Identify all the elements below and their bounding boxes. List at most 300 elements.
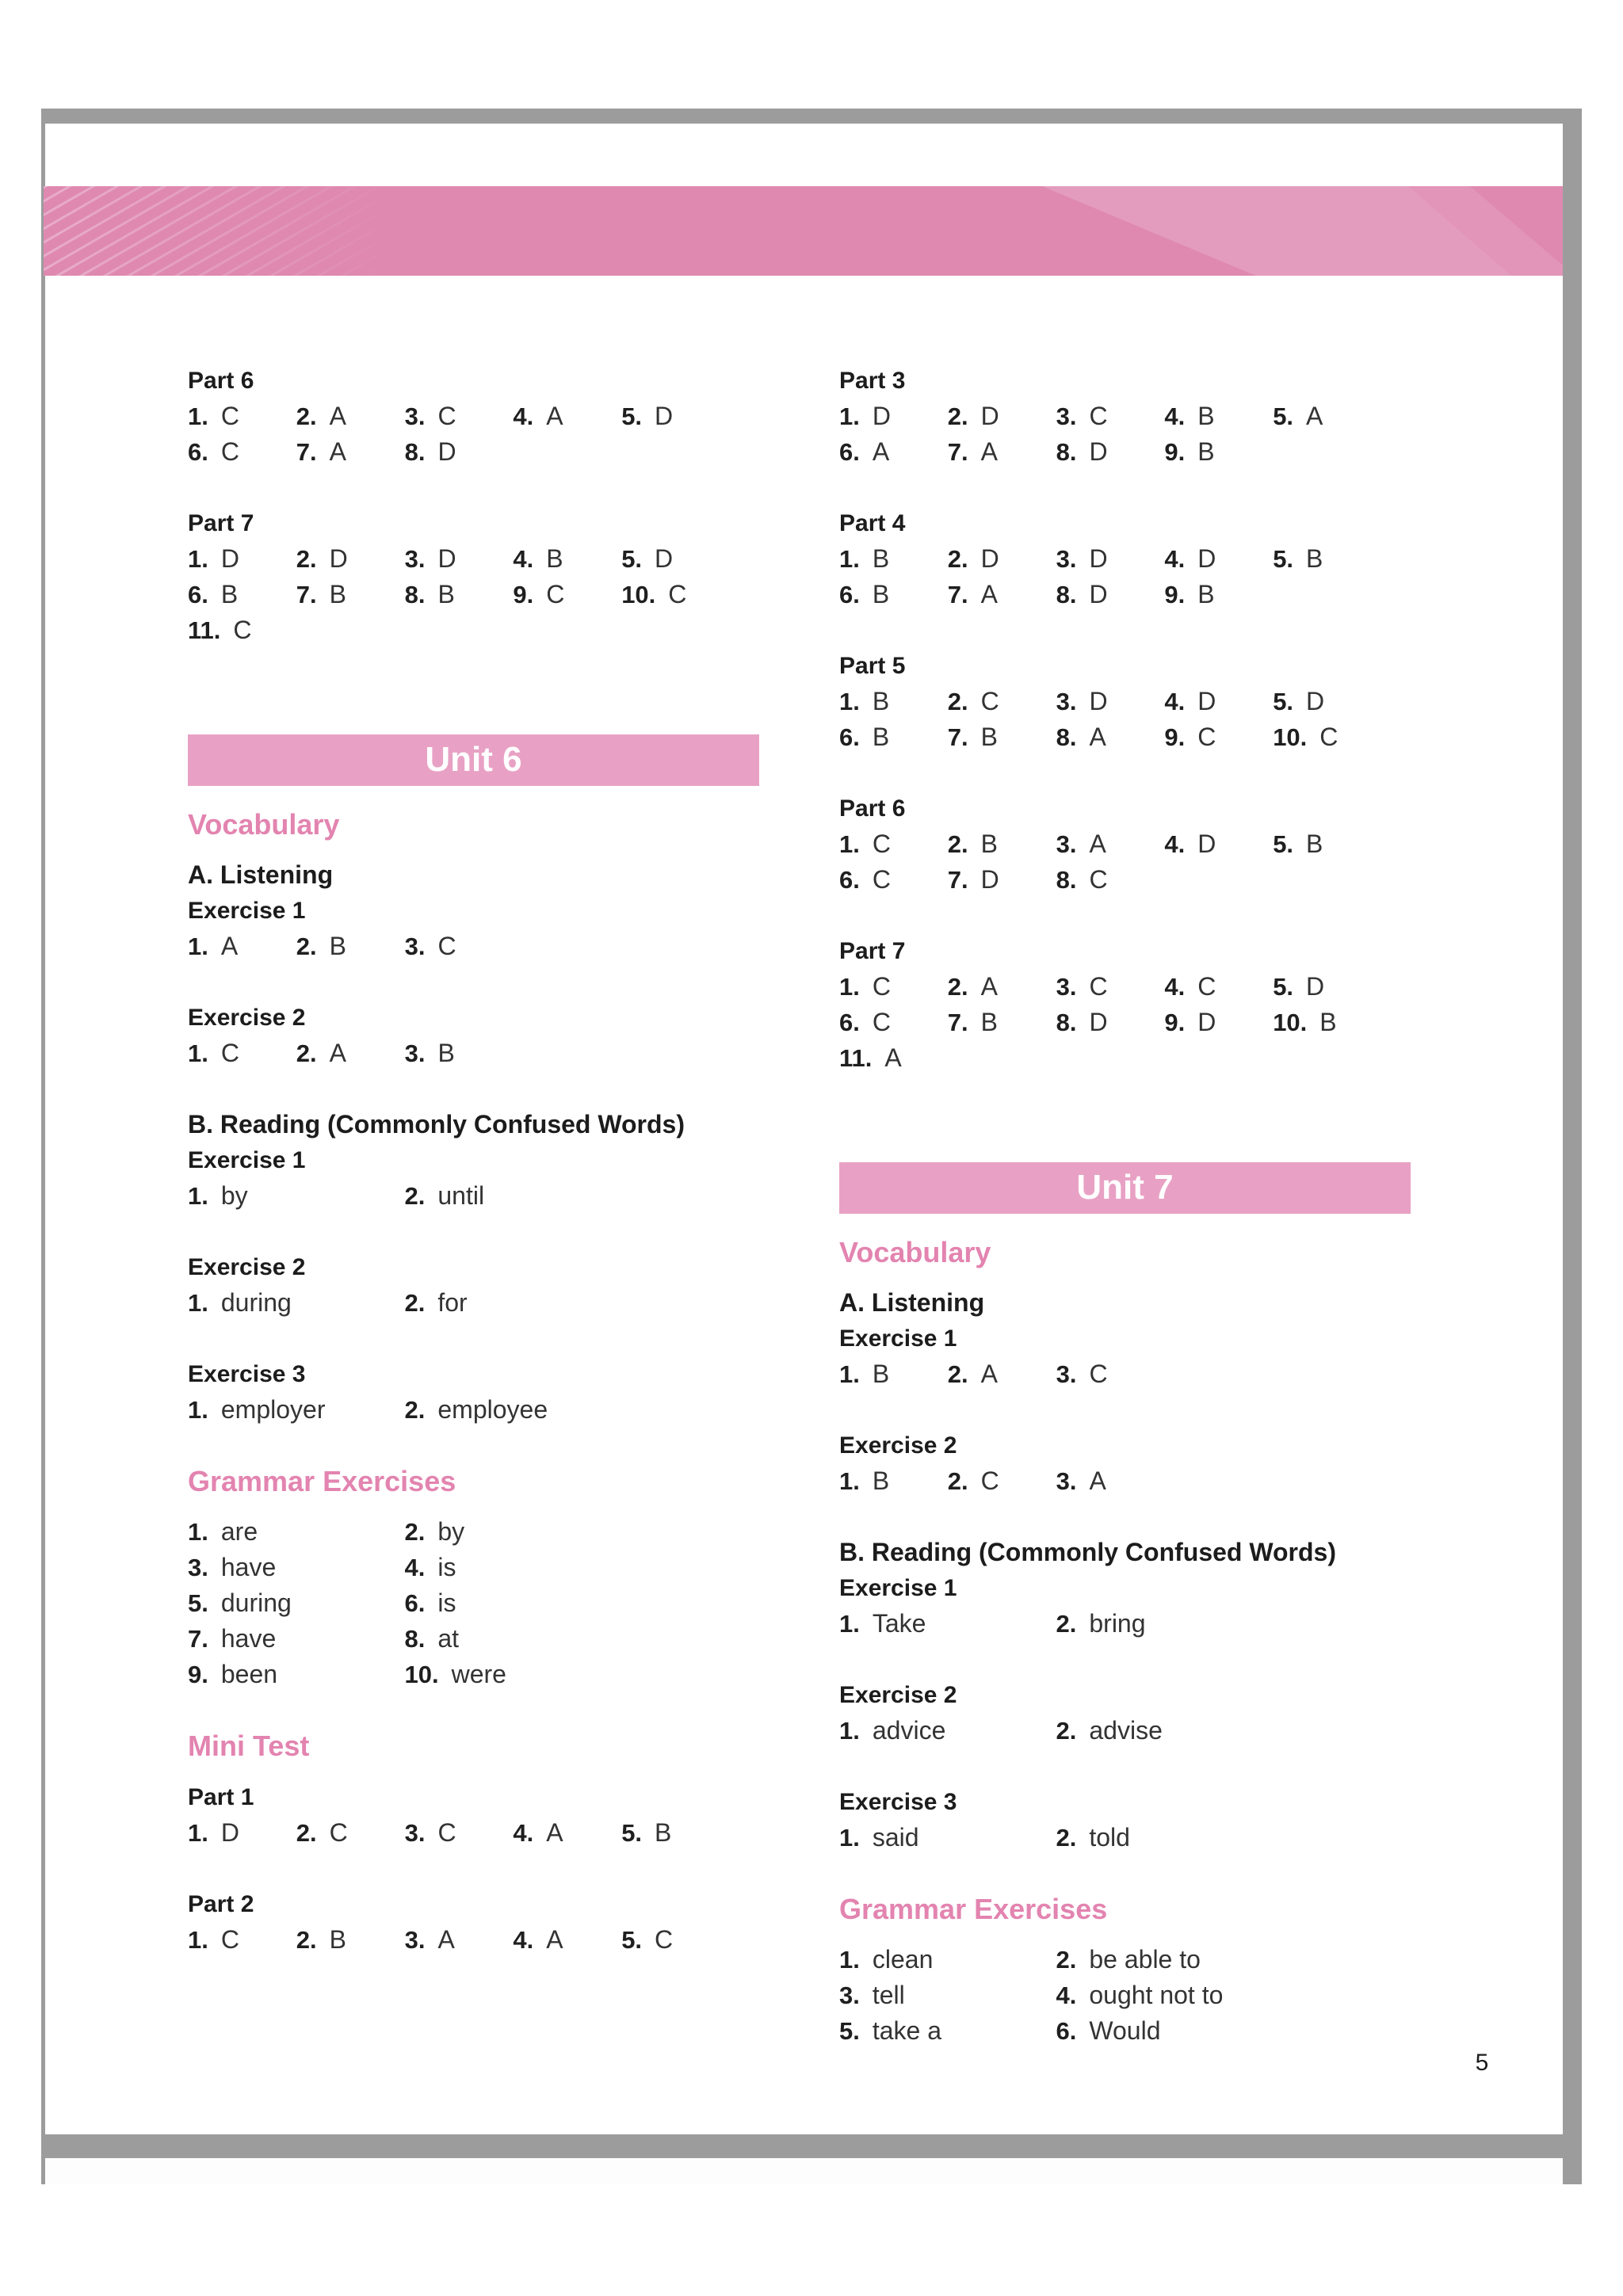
answer-value: C (980, 1466, 999, 1496)
part-label: Part 2 (188, 1890, 254, 1917)
answer-group (188, 1178, 759, 1214)
answer-value: Would (1089, 2016, 1161, 2046)
answer-item (296, 577, 405, 612)
answer-number: 1. (839, 1946, 860, 1974)
answer-number: 8. (404, 1625, 426, 1653)
answer-number: 5. (621, 1925, 643, 1954)
answer-column-right (839, 363, 1411, 2084)
answer-number: 1. (188, 545, 208, 573)
answer-value: during (220, 1589, 292, 1618)
answer-value: B (437, 1039, 455, 1068)
answer-number: 8. (1056, 438, 1077, 466)
answer-group (188, 1285, 759, 1321)
answer-item (296, 541, 405, 577)
answer-number: 9. (1164, 438, 1186, 466)
answer-number: 8. (404, 581, 426, 608)
answer-item (188, 399, 296, 434)
answer-number: 8. (1056, 1009, 1077, 1036)
answer-row (188, 1178, 759, 1214)
answer-value: D (1197, 830, 1216, 858)
answer-row (839, 1356, 1411, 1392)
answer-number: 1. (188, 1925, 208, 1954)
answer-number: 10. (1273, 723, 1308, 751)
answer-number: 4. (1056, 1981, 1077, 2010)
answer-item (188, 1621, 405, 1657)
answer-item (188, 1035, 296, 1071)
answer-item (405, 1392, 622, 1428)
answer-group (188, 1815, 759, 1851)
answer-number: 2. (947, 545, 968, 573)
section-heading: Grammar Exercises (839, 1893, 1108, 1926)
answer-number: 8. (1056, 723, 1077, 751)
answer-row (839, 1005, 1411, 1040)
answer-value: C (220, 437, 239, 466)
answer-item (1164, 719, 1273, 755)
answer-value: C (1197, 972, 1216, 1001)
answer-number: 3. (404, 402, 426, 430)
answer-item (296, 1922, 405, 1958)
answer-item (188, 1922, 296, 1958)
answer-item (948, 1356, 1056, 1392)
answer-row (188, 1035, 759, 1071)
answer-value: A (980, 972, 998, 1001)
answer-value: by (220, 1181, 248, 1211)
answer-number: 2. (1056, 1717, 1077, 1745)
answer-value: D (437, 437, 456, 466)
answer-number: 5. (1273, 973, 1294, 1001)
section-heading: Vocabulary (839, 1235, 991, 1268)
answer-number: 5. (621, 1818, 643, 1847)
answer-number: 7. (947, 866, 968, 894)
answer-group (839, 1463, 1411, 1499)
answer-item (948, 684, 1056, 719)
page-frame-bottom (41, 2134, 1582, 2158)
answer-value: B (980, 830, 998, 858)
answer-value: B (872, 687, 890, 715)
answer-item (405, 399, 514, 434)
answer-value: B (329, 580, 346, 608)
answer-number: 3. (1056, 545, 1077, 573)
answer-row (839, 826, 1411, 862)
answer-item (188, 1585, 405, 1621)
answer-value: C (1089, 402, 1108, 430)
answer-group (839, 1942, 1411, 2049)
answer-value: is (437, 1589, 456, 1618)
answer-value: D (980, 544, 999, 573)
answer-value: A (546, 402, 563, 430)
answer-value: at (437, 1624, 460, 1653)
part-label: Part 6 (839, 795, 906, 822)
answer-value: C (329, 1817, 348, 1847)
answer-value: C (668, 580, 687, 608)
answer-number: 4. (513, 545, 534, 573)
answer-value: C (980, 687, 999, 715)
answer-number: 2. (404, 1182, 426, 1211)
answer-item (839, 1606, 1056, 1642)
answer-item (405, 1621, 622, 1657)
answer-number: 2. (947, 973, 968, 1001)
answer-value: C (220, 402, 239, 430)
unit-banner (839, 1162, 1411, 1214)
answer-value: B (980, 1008, 998, 1036)
answer-item (513, 399, 621, 434)
answer-value: have (220, 1624, 277, 1653)
answer-number: 3. (404, 1925, 426, 1954)
answer-number: 4. (1164, 545, 1186, 573)
answer-item (839, 1040, 948, 1076)
answer-value: employer (220, 1395, 326, 1425)
answer-value: A (980, 437, 998, 466)
section-heading: Grammar Exercises (188, 1465, 456, 1498)
answer-item (1056, 719, 1165, 755)
answer-row (188, 612, 759, 648)
answer-number: 5. (621, 402, 643, 430)
answer-item (405, 1285, 622, 1321)
answer-number: 6. (839, 866, 860, 894)
answer-item (1056, 969, 1165, 1005)
answer-number: 2. (404, 1518, 426, 1547)
answer-group (188, 541, 759, 648)
answer-number: 4. (1164, 688, 1186, 715)
answer-number: 3. (188, 1554, 208, 1582)
answer-number: 7. (947, 723, 968, 751)
answer-number: 4. (1164, 973, 1186, 1001)
answer-row (839, 1463, 1411, 1499)
answer-item (1056, 541, 1165, 577)
answer-row (188, 1392, 759, 1428)
answer-number: 2. (296, 545, 317, 573)
answer-item (1164, 399, 1273, 434)
next-page-edge (45, 2158, 1563, 2184)
answer-value: D (872, 402, 891, 430)
answer-item (948, 541, 1056, 577)
answer-number: 5. (1273, 688, 1294, 715)
answer-item (839, 1005, 948, 1040)
answer-number: 2. (296, 402, 317, 430)
answer-value: by (437, 1517, 465, 1547)
answer-item (405, 1514, 622, 1550)
answer-item (839, 541, 948, 577)
answer-value: D (1197, 544, 1216, 573)
answer-number: 3. (404, 1818, 426, 1847)
answer-item (188, 1815, 296, 1851)
answer-number: 1. (839, 830, 860, 858)
subsection-heading: B. Reading (Commonly Confused Words) (188, 1110, 685, 1139)
answer-number: 8. (404, 438, 426, 466)
answer-item (296, 929, 405, 964)
answer-value: advice (872, 1716, 946, 1745)
answer-number: 6. (188, 581, 208, 608)
answer-value: A (329, 437, 346, 466)
answer-number: 6. (839, 723, 860, 751)
answer-number: 5. (1273, 545, 1294, 573)
exercise-label: Exercise 3 (188, 1361, 306, 1388)
answer-value: A (1089, 1466, 1106, 1496)
answer-item (948, 434, 1056, 470)
unit-title: Unit 6 (425, 740, 522, 780)
answer-item (839, 577, 948, 612)
answer-value: advise (1089, 1716, 1163, 1745)
answer-item (1056, 1356, 1165, 1392)
answer-number: 1. (839, 688, 860, 715)
answer-number: 1. (839, 1467, 860, 1496)
answer-item (1273, 719, 1381, 755)
answer-item (1164, 826, 1273, 862)
answer-item (1056, 1606, 1274, 1642)
answer-value: D (437, 544, 456, 573)
answer-number: 1. (188, 933, 208, 961)
part-label: Part 6 (188, 368, 254, 394)
answer-number: 7. (188, 1625, 208, 1653)
answer-value: have (220, 1553, 277, 1582)
answer-item (1056, 2013, 1274, 2049)
answer-number: 2. (947, 1467, 968, 1496)
answer-item (296, 434, 405, 470)
answer-item (948, 1005, 1056, 1040)
answer-number: 4. (513, 1818, 534, 1847)
answer-number: 9. (1164, 723, 1186, 751)
answer-number: 4. (1164, 830, 1186, 858)
answer-value: D (220, 1817, 239, 1847)
answer-value: D (1306, 687, 1325, 715)
answer-value: B (872, 580, 890, 608)
answer-item (405, 1657, 622, 1692)
answer-item (405, 1178, 622, 1214)
answer-item (296, 399, 405, 434)
answer-item (513, 577, 621, 612)
part-label: Part 7 (839, 938, 906, 964)
answer-value: C (872, 972, 891, 1001)
answer-item (1056, 577, 1165, 612)
answer-item (188, 434, 296, 470)
answer-value: B (1197, 402, 1215, 430)
answer-number: 9. (513, 581, 534, 608)
answer-group (839, 1356, 1411, 1392)
answer-number: 3. (404, 933, 426, 961)
answer-value: been (220, 1660, 278, 1689)
answer-item (1273, 541, 1381, 577)
answer-item (405, 1035, 514, 1071)
answer-number: 4. (513, 402, 534, 430)
answer-item (1056, 1463, 1165, 1499)
answer-item (188, 612, 296, 648)
answer-value: D (980, 402, 999, 430)
answer-number: 5. (621, 545, 643, 573)
answer-number: 3. (1056, 973, 1077, 1001)
answer-item (405, 541, 514, 577)
answer-number: 1. (839, 1824, 860, 1852)
subsection-heading: A. Listening (839, 1288, 985, 1318)
answer-row (188, 1285, 759, 1321)
answer-row (188, 577, 759, 612)
answer-item (1164, 1005, 1273, 1040)
answer-value: D (1089, 1008, 1108, 1036)
answer-group (839, 1820, 1411, 1855)
answer-value: B (1197, 580, 1215, 608)
answer-item (1273, 399, 1381, 434)
answer-number: 2. (404, 1289, 426, 1318)
section-heading: Mini Test (188, 1730, 310, 1763)
answer-number: 5. (1273, 830, 1294, 858)
page-number: 5 (1475, 2050, 1489, 2076)
answer-value: during (220, 1288, 292, 1318)
answer-value: C (1197, 723, 1216, 751)
answer-item (1056, 1005, 1165, 1040)
answer-number: 5. (1273, 402, 1294, 430)
answer-number: 5. (839, 2017, 860, 2046)
answer-item (1056, 862, 1165, 898)
answer-number: 2. (947, 688, 968, 715)
exercise-label: Exercise 1 (188, 898, 306, 925)
answer-value: A (980, 1360, 998, 1389)
answer-group (188, 1922, 759, 1958)
answer-value: C (1089, 865, 1108, 894)
answer-value: B (546, 544, 563, 573)
answer-group (188, 1035, 759, 1071)
answer-item (405, 1585, 622, 1621)
answer-value: B (980, 723, 998, 751)
answer-value: B (872, 1466, 890, 1496)
answer-number: 3. (1056, 688, 1077, 715)
answer-item (188, 1657, 405, 1692)
answer-number: 6. (188, 438, 208, 466)
answer-group (839, 684, 1411, 755)
answer-number: 3. (1056, 1360, 1077, 1389)
answer-item (839, 434, 948, 470)
answer-item (1164, 541, 1273, 577)
answer-group (839, 399, 1411, 470)
answer-value: C (220, 1924, 239, 1954)
answer-item (839, 1713, 1056, 1749)
answer-number: 7. (947, 1009, 968, 1036)
answer-value: D (980, 865, 999, 894)
answer-value: B (1306, 544, 1323, 573)
answer-value: be able to (1089, 1945, 1201, 1974)
answer-row (839, 1978, 1411, 2013)
answer-value: A (980, 580, 998, 608)
answer-value: A (1306, 402, 1323, 430)
answer-value: are (220, 1517, 258, 1547)
answer-number: 3. (1056, 830, 1077, 858)
part-label: Part 4 (839, 510, 906, 536)
answer-row (188, 1815, 759, 1851)
exercise-label: Exercise 1 (839, 1575, 957, 1602)
answer-value: C (872, 830, 891, 858)
answer-item (405, 434, 514, 470)
answer-number: 9. (188, 1661, 208, 1689)
answer-number: 3. (1056, 402, 1077, 430)
answer-number: 6. (1056, 2017, 1077, 2046)
answer-number: 4. (513, 1925, 534, 1954)
answer-number: 1. (188, 1518, 208, 1547)
answer-number: 1. (839, 402, 860, 430)
answer-value: D (1197, 687, 1216, 715)
answer-number: 9. (1164, 581, 1186, 608)
answer-item (1273, 684, 1381, 719)
answer-value: is (437, 1553, 456, 1582)
answer-value: clean (872, 1945, 934, 1974)
exercise-label: Exercise 1 (188, 1147, 306, 1174)
answer-item (948, 862, 1056, 898)
exercise-label: Exercise 3 (839, 1789, 957, 1816)
answer-row (839, 1942, 1411, 1978)
answer-number: 1. (839, 973, 860, 1001)
answer-number: 1. (188, 1289, 208, 1318)
answer-item (948, 577, 1056, 612)
answer-value: D (1089, 544, 1108, 573)
answer-value: D (655, 402, 674, 430)
answer-number: 8. (1056, 581, 1077, 608)
answer-row (188, 399, 759, 434)
answer-item (405, 1815, 514, 1851)
answer-value: A (1089, 723, 1106, 751)
answer-number: 2. (947, 1360, 968, 1389)
answer-item (188, 1392, 405, 1428)
answer-number: 1. (839, 1717, 860, 1745)
answer-row (839, 541, 1411, 577)
answer-value: ought not to (1089, 1981, 1224, 2010)
answer-number: 1. (839, 545, 860, 573)
answer-value: B (437, 580, 455, 608)
answer-row (839, 434, 1411, 470)
answer-item (1056, 434, 1165, 470)
exercise-label: Exercise 1 (839, 1325, 957, 1352)
answer-item (839, 826, 948, 862)
answer-value: told (1089, 1823, 1130, 1852)
answer-value: D (1089, 437, 1108, 466)
answer-number: 1. (188, 1182, 208, 1211)
answer-item (513, 1815, 621, 1851)
answer-row (839, 399, 1411, 434)
answer-value: A (329, 402, 346, 430)
answer-value: D (220, 544, 239, 573)
answer-value: B (220, 580, 239, 608)
answer-group (188, 929, 759, 964)
part-label: Part 7 (188, 510, 254, 536)
answer-item (296, 1815, 405, 1851)
answer-number: 2. (296, 1925, 317, 1954)
answer-number: 2. (296, 1039, 317, 1068)
answer-number: 10. (621, 581, 656, 608)
answer-row (188, 1514, 759, 1550)
answer-row (188, 1550, 759, 1585)
answer-number: 9. (1164, 1009, 1186, 1036)
answer-number: 2. (1056, 1610, 1077, 1638)
answer-value: D (329, 544, 348, 573)
answer-value: C (872, 865, 891, 894)
answer-number: 3. (404, 1039, 426, 1068)
answer-item (188, 541, 296, 577)
part-label: Part 3 (839, 368, 906, 394)
answer-value: take a (872, 2016, 942, 2046)
answer-value: B (1319, 1008, 1337, 1036)
unit-title: Unit 7 (1076, 1168, 1174, 1207)
answer-item (188, 1514, 405, 1550)
answer-number: 2. (296, 1818, 317, 1847)
answer-group (188, 399, 759, 470)
header-band (44, 186, 1563, 276)
answer-item (405, 1922, 514, 1958)
answer-value: C (437, 402, 456, 430)
answer-number: 7. (947, 581, 968, 608)
answer-row (188, 434, 759, 470)
answer-value: C (1319, 723, 1338, 751)
answer-item (513, 541, 621, 577)
answer-number: 2. (1056, 1824, 1077, 1852)
answer-value: B (1306, 830, 1323, 858)
answer-item (948, 826, 1056, 862)
answer-item (405, 1550, 622, 1585)
